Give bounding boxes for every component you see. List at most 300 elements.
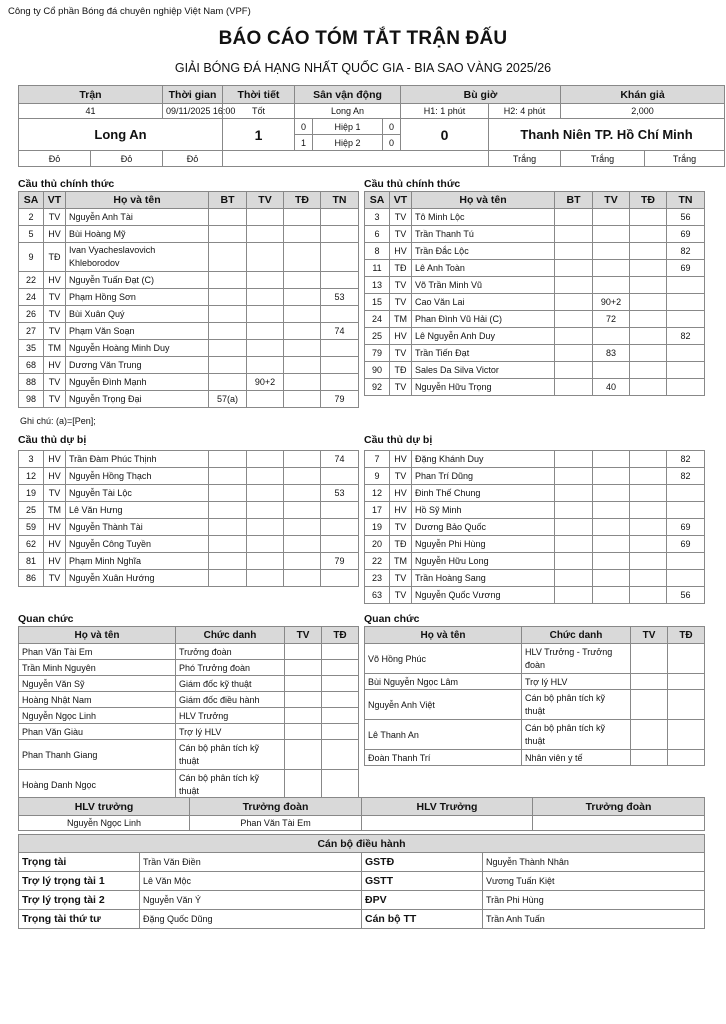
cell-red-card <box>630 277 667 294</box>
cell-official-role: Cán bộ phân tích kỹ thuật <box>522 720 631 750</box>
player-row <box>365 451 705 468</box>
cell-yellow-card <box>247 272 284 289</box>
cell-substitution <box>667 379 705 396</box>
cell-yellow-card: 72 <box>593 311 630 328</box>
cell-official-name: Đoàn Thanh Trí <box>365 750 522 766</box>
cell-official-role: Nhân viên y tế <box>522 750 631 766</box>
cell-yellow-card <box>593 468 630 485</box>
cell-official-role: Phó Trưởng đoàn <box>176 660 285 676</box>
cell-goal <box>209 553 247 570</box>
cell-official-role: Trưởng đoàn <box>176 644 285 660</box>
cell-yellow-card <box>247 323 284 340</box>
cell-yellow-card <box>593 553 630 570</box>
col-tv: TV <box>285 627 322 644</box>
cell-substitution: 79 <box>321 391 359 408</box>
official-row <box>19 724 359 740</box>
home-color-2: Đỏ <box>91 151 163 167</box>
cell-player-name: Võ Trần Minh Vũ <box>412 277 555 294</box>
h2-home: 1 <box>295 135 313 151</box>
cell-player-name: Phạm Minh Nghĩa <box>66 553 209 570</box>
cell-position: TM <box>390 311 412 328</box>
cell-shirt-number: 98 <box>19 391 44 408</box>
cell-position: TV <box>44 485 66 502</box>
cell-player-name: Lê Nguyễn Anh Duy <box>412 328 555 345</box>
cell-yellow-card <box>247 519 284 536</box>
cell-shirt-number: 3 <box>365 209 390 226</box>
official-row <box>19 660 359 676</box>
cell-goal <box>555 379 593 396</box>
cell-shirt-number: 68 <box>19 357 44 374</box>
header-extra-time: Bù giờ <box>401 86 561 104</box>
col-tn: TN <box>667 192 705 209</box>
cell-player-name: Nguyễn Phi Hùng <box>412 536 555 553</box>
cell-red-card <box>284 536 321 553</box>
cell-substitution: 74 <box>321 451 359 468</box>
cell-red-card <box>630 226 667 243</box>
cell-position: HV <box>390 485 412 502</box>
cell-yellow-card <box>247 553 284 570</box>
cell-red-card <box>630 451 667 468</box>
cell-position: HV <box>44 468 66 485</box>
player-row <box>365 277 705 294</box>
cell-official-name: Nguyễn Văn Sỹ <box>19 676 176 692</box>
cell-yellow-card: 83 <box>593 345 630 362</box>
col-vt: VT <box>390 192 412 209</box>
away-starters-heading: Cầu thủ chính thức <box>364 178 461 190</box>
cell-substitution: 69 <box>667 536 705 553</box>
cell-goal <box>555 451 593 468</box>
away-officials-table <box>364 626 705 766</box>
cell-referee-name: Lê Văn Mộc <box>140 872 362 891</box>
cell-position: TV <box>44 209 66 226</box>
cell-goal <box>209 502 247 519</box>
col-name: Họ và tên <box>19 627 176 644</box>
cell-position: TV <box>390 277 412 294</box>
cell-position: TV <box>390 519 412 536</box>
player-row <box>365 485 705 502</box>
cell-red-card <box>630 468 667 485</box>
cell-referee-name: Đặng Quốc Dũng <box>140 910 362 929</box>
cell-official-role: Giám đốc kỹ thuật <box>176 676 285 692</box>
cell-position: HV <box>44 272 66 289</box>
cell-player-name: Nguyễn Xuân Hướng <box>66 570 209 587</box>
cell-shirt-number: 6 <box>365 226 390 243</box>
cell-position: TĐ <box>390 536 412 553</box>
cell-substitution <box>667 502 705 519</box>
h1-away: 0 <box>383 119 401 135</box>
player-row <box>19 289 359 306</box>
player-row <box>19 502 359 519</box>
cell-red-card <box>284 391 321 408</box>
company-name: Công ty Cổ phần Bóng đá chuyên nghiệp Việt Nam (VPF) <box>8 6 251 17</box>
col-bt: BT <box>555 192 593 209</box>
cell-substitution <box>667 553 705 570</box>
cell-shirt-number: 35 <box>19 340 44 357</box>
official-row <box>19 740 359 770</box>
cell-red-card <box>630 553 667 570</box>
cell-red-card <box>284 502 321 519</box>
cell-yellow-card <box>285 660 322 676</box>
cell-red-card <box>322 644 359 660</box>
player-row <box>365 519 705 536</box>
cell-shirt-number: 27 <box>19 323 44 340</box>
col-role: Chức danh <box>176 627 285 644</box>
cell-position: TV <box>44 570 66 587</box>
cell-player-name: Phan Đình Vũ Hải (C) <box>412 311 555 328</box>
referees-title: Cán bộ điều hành <box>19 835 705 853</box>
cell-substitution <box>667 362 705 379</box>
cell-red-card <box>284 340 321 357</box>
cell-substitution: 79 <box>321 553 359 570</box>
cell-position: HV <box>390 243 412 260</box>
cell-position: HV <box>44 451 66 468</box>
cell-substitution <box>667 485 705 502</box>
cell-shirt-number: 62 <box>19 536 44 553</box>
cell-goal <box>555 311 593 328</box>
official-row <box>19 692 359 708</box>
cell-yellow-card <box>285 770 322 800</box>
cell-substitution: 82 <box>667 328 705 345</box>
player-row <box>19 272 359 289</box>
cell-substitution <box>667 311 705 328</box>
cell-official-role: Trợ lý HLV <box>176 724 285 740</box>
cell-yellow-card <box>285 724 322 740</box>
cell-referee-role: Trọng tài <box>19 853 140 872</box>
header-weather: Thời tiết <box>223 86 295 104</box>
cell-red-card <box>284 519 321 536</box>
cell-shirt-number: 3 <box>19 451 44 468</box>
cell-shirt-number: 9 <box>365 468 390 485</box>
cell-yellow-card <box>247 209 284 226</box>
cell-position: HV <box>390 451 412 468</box>
player-row <box>19 226 359 243</box>
cell-official-name: Phan Văn Giàu <box>19 724 176 740</box>
player-row <box>365 243 705 260</box>
cell-yellow-card <box>631 644 668 674</box>
player-row <box>19 519 359 536</box>
col-td: TĐ <box>630 192 667 209</box>
player-row <box>19 374 359 391</box>
cell-goal <box>209 306 247 323</box>
home-officials-table <box>18 626 359 816</box>
away-score: 0 <box>401 119 489 151</box>
cell-red-card <box>668 750 705 766</box>
cell-referee-role: Cán bộ TT <box>362 910 483 929</box>
cell-substitution <box>321 519 359 536</box>
cell-referee-name: Nguyễn Thành Nhân <box>483 853 705 872</box>
cell-yellow-card <box>247 243 284 272</box>
cell-official-name: Bùi Nguyễn Ngọc Lâm <box>365 674 522 690</box>
cell-shirt-number: 15 <box>365 294 390 311</box>
home-color-1: Đỏ <box>19 151 91 167</box>
cell-position: TM <box>44 340 66 357</box>
cell-yellow-card <box>593 502 630 519</box>
cell-yellow-card <box>593 587 630 604</box>
cell-shirt-number: 5 <box>19 226 44 243</box>
cell-substitution: 74 <box>321 323 359 340</box>
cell-goal <box>555 243 593 260</box>
player-row <box>365 294 705 311</box>
cell-player-name: Nguyễn Quốc Vương <box>412 587 555 604</box>
cell-position: TM <box>390 553 412 570</box>
cell-goal <box>555 345 593 362</box>
player-row <box>19 209 359 226</box>
cell-goal <box>209 226 247 243</box>
cell-red-card <box>284 485 321 502</box>
cell-shirt-number: 19 <box>365 519 390 536</box>
cell-red-card <box>284 272 321 289</box>
cell-yellow-card <box>247 306 284 323</box>
cell-referee-name: Trần Anh Tuấn <box>483 910 705 929</box>
cell-referee-role: GSTT <box>362 872 483 891</box>
player-row <box>365 328 705 345</box>
away-subs-heading: Cầu thủ dự bị <box>364 434 433 446</box>
cell-player-name: Nguyễn Tuấn Đạt (C) <box>66 272 209 289</box>
cell-position: HV <box>44 536 66 553</box>
cell-player-name: Bùi Hoàng Mỹ <box>66 226 209 243</box>
cell-shirt-number: 26 <box>19 306 44 323</box>
col-td: TĐ <box>322 627 359 644</box>
spectators: 2,000 <box>561 104 725 119</box>
cell-shirt-number: 2 <box>19 209 44 226</box>
cell-official-name: Nguyễn Anh Việt <box>365 690 522 720</box>
player-row <box>365 379 705 396</box>
cell-shirt-number: 25 <box>19 502 44 519</box>
cell-goal <box>209 485 247 502</box>
cell-player-name: Sales Da Silva Victor <box>412 362 555 379</box>
cell-position: TV <box>390 468 412 485</box>
cell-position: HV <box>44 226 66 243</box>
away-color-2: Trắng <box>561 151 645 167</box>
cell-red-card <box>284 570 321 587</box>
report-subtitle: GIẢI BÓNG ĐÁ HẠNG NHẤT QUỐC GIA - BIA SAO VÀNG 2025/26 <box>174 61 552 75</box>
cell-goal <box>209 209 247 226</box>
extra-time-h2: H2: 4 phút <box>489 104 561 119</box>
cell-yellow-card <box>247 391 284 408</box>
cell-yellow-card <box>593 570 630 587</box>
player-row <box>19 553 359 570</box>
player-row <box>19 323 359 340</box>
player-row <box>19 243 359 272</box>
cell-referee-role: Trợ lý trọng tài 1 <box>19 872 140 891</box>
player-row <box>365 209 705 226</box>
official-row <box>365 720 705 750</box>
cell-shirt-number: 90 <box>365 362 390 379</box>
cell-red-card <box>668 674 705 690</box>
cell-position: HV <box>390 502 412 519</box>
cell-red-card <box>630 328 667 345</box>
col-td: TĐ <box>284 192 321 209</box>
cell-red-card <box>322 676 359 692</box>
cell-shirt-number: 19 <box>19 485 44 502</box>
cell-yellow-card <box>631 750 668 766</box>
match-number: 41 <box>19 104 163 119</box>
cell-shirt-number: 12 <box>19 468 44 485</box>
cell-red-card <box>630 243 667 260</box>
cell-position: TV <box>44 391 66 408</box>
cell-red-card <box>630 485 667 502</box>
cell-goal <box>209 536 247 553</box>
player-row <box>365 260 705 277</box>
col-sa: SA <box>365 192 390 209</box>
cell-official-role: Cán bộ phân tích kỹ thuật <box>522 690 631 720</box>
cell-referee-role: GSTĐ <box>362 853 483 872</box>
report-title: BÁO CÁO TÓM TẮT TRẬN ĐẤU <box>218 28 508 49</box>
cell-position: TV <box>44 374 66 391</box>
cell-player-name: Nguyễn Hữu Trọng <box>412 379 555 396</box>
cell-shirt-number: 86 <box>19 570 44 587</box>
cell-player-name: Phạm Văn Soạn <box>66 323 209 340</box>
cell-red-card <box>630 311 667 328</box>
match-info-table <box>18 85 725 167</box>
cell-shirt-number: 11 <box>365 260 390 277</box>
cell-shirt-number: 8 <box>365 243 390 260</box>
cell-player-name: Dương Văn Trung <box>66 357 209 374</box>
player-row <box>365 226 705 243</box>
cell-referee-role: ĐPV <box>362 891 483 910</box>
cell-goal <box>555 362 593 379</box>
cell-position: HV <box>44 553 66 570</box>
cell-shirt-number: 24 <box>19 289 44 306</box>
cell-position: TV <box>390 209 412 226</box>
cell-yellow-card <box>631 690 668 720</box>
cell-player-name: Phạm Hồng Sơn <box>66 289 209 306</box>
cell-referee-name: Nguyễn Văn Ý <box>140 891 362 910</box>
extra-time-h1: H1: 1 phút <box>401 104 489 119</box>
cell-position: TV <box>44 323 66 340</box>
cell-substitution: 82 <box>667 451 705 468</box>
cell-goal <box>209 357 247 374</box>
cell-position: HV <box>44 519 66 536</box>
home-color-3: Đỏ <box>163 151 223 167</box>
cell-player-name: Nguyễn Thành Tài <box>66 519 209 536</box>
cell-substitution <box>321 357 359 374</box>
cell-shirt-number: 81 <box>19 553 44 570</box>
cell-red-card <box>284 553 321 570</box>
cell-position: TV <box>390 379 412 396</box>
home-score: 1 <box>223 119 295 151</box>
official-row <box>19 708 359 724</box>
cell-goal <box>209 451 247 468</box>
cell-player-name: Nguyễn Tài Lộc <box>66 485 209 502</box>
cell-yellow-card <box>593 243 630 260</box>
col-name: Họ và tên <box>412 192 555 209</box>
cell-yellow-card <box>247 468 284 485</box>
cell-player-name: Nguyễn Hồng Thạch <box>66 468 209 485</box>
cell-substitution <box>321 374 359 391</box>
cell-yellow-card <box>593 277 630 294</box>
cell-goal <box>209 340 247 357</box>
cell-substitution <box>321 243 359 272</box>
cell-official-role: Cán bộ phân tích kỹ thuật <box>176 740 285 770</box>
col-tv: TV <box>593 192 630 209</box>
cell-yellow-card <box>593 536 630 553</box>
cell-shirt-number: 23 <box>365 570 390 587</box>
cell-yellow-card <box>593 485 630 502</box>
cell-position: TV <box>44 306 66 323</box>
cell-red-card <box>322 708 359 724</box>
cell-red-card <box>630 362 667 379</box>
cell-red-card <box>284 323 321 340</box>
cell-substitution <box>321 226 359 243</box>
cell-official-name: Phan Thanh Giang <box>19 740 176 770</box>
cell-red-card <box>630 379 667 396</box>
cell-shirt-number: 9 <box>19 243 44 272</box>
cell-substitution <box>321 306 359 323</box>
cell-yellow-card <box>285 676 322 692</box>
cell-yellow-card <box>285 708 322 724</box>
cell-goal <box>555 485 593 502</box>
cell-referee-name: Vương Tuấn Kiệt <box>483 872 705 891</box>
cell-yellow-card <box>593 226 630 243</box>
cell-official-name: Hoàng Nhật Nam <box>19 692 176 708</box>
header-stadium: Sân vận động <box>295 86 401 104</box>
cell-red-card <box>668 690 705 720</box>
cell-goal <box>209 519 247 536</box>
cell-substitution <box>321 536 359 553</box>
cell-referee-role: Trợ lý trọng tài 2 <box>19 891 140 910</box>
stadium: Long An <box>295 104 401 119</box>
cell-yellow-card <box>631 674 668 690</box>
cell-player-name: Nguyễn Đình Mạnh <box>66 374 209 391</box>
sig-away-coach <box>362 816 533 831</box>
cell-substitution: 53 <box>321 289 359 306</box>
cell-official-name: Nguyễn Ngọc Linh <box>19 708 176 724</box>
sig-home-coach-header: HLV trưởng <box>19 798 190 816</box>
home-officials-heading: Quan chức <box>18 613 74 625</box>
cell-red-card <box>284 209 321 226</box>
cell-position: TV <box>390 570 412 587</box>
cell-goal <box>209 570 247 587</box>
cell-red-card <box>668 644 705 674</box>
cell-player-name: Cao Văn Lai <box>412 294 555 311</box>
cell-goal <box>555 570 593 587</box>
cell-player-name: Tô Minh Lộc <box>412 209 555 226</box>
cell-red-card <box>322 660 359 676</box>
player-row <box>19 536 359 553</box>
cell-yellow-card <box>285 692 322 708</box>
cell-position: HV <box>390 328 412 345</box>
home-starters-heading: Cầu thủ chính thức <box>18 178 115 190</box>
cell-player-name: Trần Đàm Phúc Thịnh <box>66 451 209 468</box>
cell-goal <box>555 519 593 536</box>
player-row <box>365 502 705 519</box>
player-row <box>19 468 359 485</box>
cell-goal <box>555 226 593 243</box>
cell-position: TV <box>390 345 412 362</box>
cell-red-card <box>630 260 667 277</box>
cell-player-name: Nguyễn Công Tuyền <box>66 536 209 553</box>
cell-goal <box>209 468 247 485</box>
cell-yellow-card <box>631 720 668 750</box>
official-row <box>365 750 705 766</box>
cell-yellow-card <box>593 519 630 536</box>
cell-goal <box>555 468 593 485</box>
cell-yellow-card: 90+2 <box>593 294 630 311</box>
cell-shirt-number: 17 <box>365 502 390 519</box>
referee-row <box>19 891 705 910</box>
signatures-table <box>18 797 705 831</box>
col-tv: TV <box>247 192 284 209</box>
cell-red-card <box>284 451 321 468</box>
cell-yellow-card: 40 <box>593 379 630 396</box>
cell-player-name: Trần Hoàng Sang <box>412 570 555 587</box>
referee-row <box>19 910 705 929</box>
cell-red-card <box>322 724 359 740</box>
player-row <box>365 362 705 379</box>
cell-red-card <box>630 294 667 311</box>
cell-goal: 57(a) <box>209 391 247 408</box>
